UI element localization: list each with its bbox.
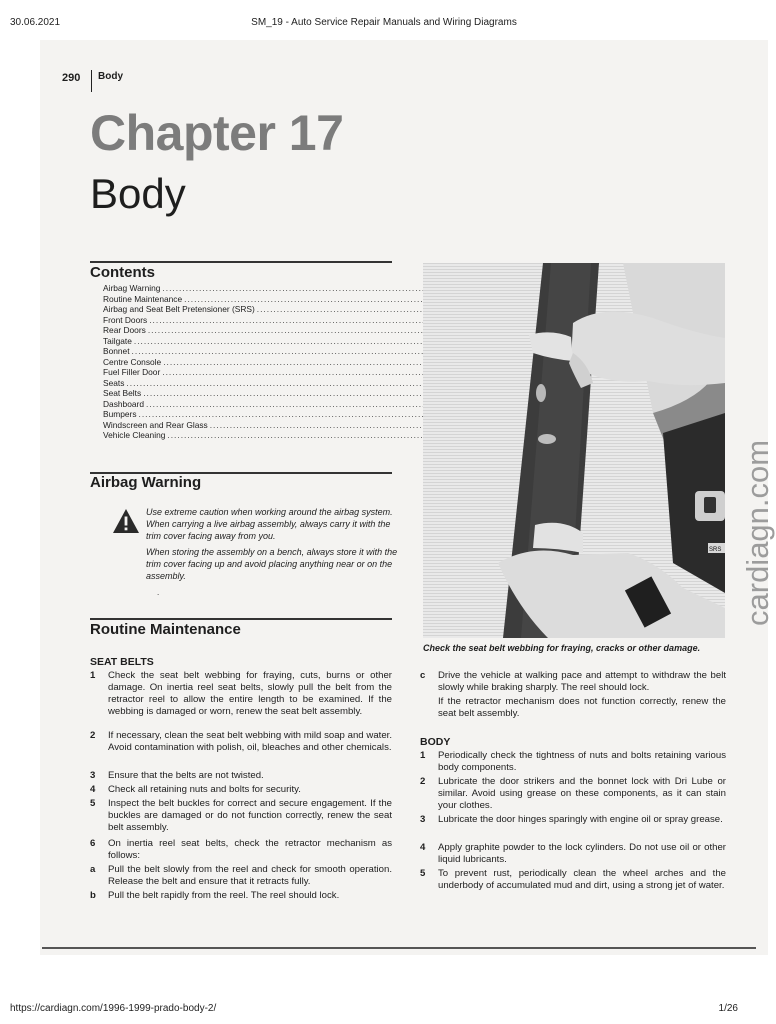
body-step-marker: 3	[420, 814, 426, 825]
seat-belt-step	[90, 890, 392, 902]
seat-belt-step	[90, 798, 392, 834]
contents-entry	[103, 388, 393, 399]
body-step-text: Lubricate the door hinges sparingly with engine oil or spray grease.	[438, 814, 723, 825]
print-title: SM_19 - Auto Service Repair Manuals and Wiring Diagrams	[251, 17, 517, 28]
airbag-warning-text	[146, 506, 398, 585]
body-step	[420, 750, 726, 774]
seat-belt-step-text: If necessary, clean the seat belt webbing with mild soap and water. Avoid contamination with polish, oil, bleaches and other chemicals.	[108, 730, 392, 753]
contents-entry-label: Bumpers	[103, 409, 137, 419]
airbag-warning-heading: Airbag Warning	[90, 474, 202, 491]
chapter-title: Body	[90, 170, 186, 217]
contents-entry-label: Bonnet	[103, 346, 130, 356]
routine-maintenance-rule	[90, 618, 392, 620]
seat-belt-step-text: Pull the belt slowly from the reel and check for smooth operation. Release the belt and ensure that it retracts fully.	[108, 864, 392, 887]
contents-entry-label: Airbag Warning	[103, 283, 161, 293]
seat-belt-step-text: Pull the belt rapidly from the reel. The reel should lock.	[108, 890, 340, 901]
body-step	[420, 868, 726, 892]
contents-entry-label: Fuel Filler Door	[103, 367, 161, 377]
contents-rule	[90, 261, 392, 263]
airbag-warning-para-1: Use extreme caution when working around the airbag system. When carrying a live airbag assembly, always carry it with the trim cover facing away from you.	[146, 507, 393, 542]
contents-entry	[103, 304, 393, 315]
seat-belt-step	[90, 838, 392, 862]
page-section-name: Body	[98, 71, 123, 82]
body-step-text: Lubricate the door strikers and the bonnet lock with Dri Lube or similar. Avoid using grease on these components, as it can stain your clothes.	[438, 776, 726, 811]
page-bottom-rule	[42, 947, 756, 949]
contents-entry-label: Seat Belts	[103, 388, 142, 398]
contents-heading: Contents	[90, 264, 155, 281]
print-date: 30.06.2021	[10, 17, 61, 28]
seat-belt-step-text: Check all retaining nuts and bolts for security.	[108, 784, 301, 795]
seat-belt-step	[90, 730, 392, 754]
page-number: 290	[62, 72, 81, 84]
watermark-text: cardiagn.com	[740, 439, 775, 626]
seat-belt-step-marker	[420, 696, 438, 720]
seat-belt-step-marker: c	[420, 670, 426, 681]
body-step-text: Apply graphite powder to the lock cylinders. Do not use oil or other liquid lubricants.	[438, 842, 726, 865]
seat-belt-step	[90, 784, 392, 796]
seat-belt-step-text: On inertia reel seat belts, check the retractor mechanism as follows:	[108, 838, 392, 861]
contents-entry	[103, 357, 393, 368]
body-heading: BODY	[420, 736, 451, 748]
contents-entry	[103, 378, 393, 389]
contents-entry-label: Dashboard	[103, 398, 144, 409]
contents-entry-label: Airbag and Seat Belt Pretensioner (SRS)	[103, 304, 255, 314]
contents-entry	[103, 294, 393, 305]
print-footer	[0, 1000, 768, 1024]
seat-belt-step-marker: 3	[90, 770, 96, 781]
contents-entry-label: Windscreen and Rear Glass	[103, 419, 208, 430]
contents-entry-label: Vehicle Cleaning	[103, 430, 166, 440]
seat-belt-step-marker: 6	[90, 838, 96, 849]
seat-belt-step	[420, 696, 726, 720]
body-step	[420, 842, 726, 866]
contents-list	[103, 283, 393, 441]
body-step-marker: 5	[420, 868, 426, 879]
contents-entry	[103, 315, 393, 326]
contents-entry	[103, 336, 393, 347]
warning-triangle-icon	[112, 508, 140, 534]
print-header	[0, 0, 768, 28]
contents-entry-label: Routine Maintenance	[103, 293, 183, 304]
seat-belt-illustration	[423, 263, 725, 638]
seat-belt-step-marker: 4	[90, 784, 96, 795]
routine-maintenance-heading: Routine Maintenance	[90, 621, 241, 638]
scanned-page	[40, 40, 775, 955]
chapter-number: Chapter 17	[90, 105, 344, 161]
seat-belt-photo	[423, 263, 725, 638]
seat-belt-step-text: Inspect the belt buckles for correct and secure engagement. If the buckles are damaged or do not function correctly, renew the seat belt assembly.	[108, 798, 392, 833]
contents-entry-label: Front Doors	[103, 314, 148, 325]
print-url: https://cardiagn.com/1996-1999-prado-body-2/	[10, 1003, 217, 1014]
contents-entry	[103, 325, 393, 336]
seat-belt-step-marker: b	[90, 890, 96, 901]
contents-entry	[103, 367, 393, 378]
photo-caption: Check the seat belt webbing for fraying, cracks or other damage.	[423, 643, 701, 653]
page-header-divider	[91, 70, 92, 92]
contents-entry	[103, 346, 393, 357]
contents-entry	[103, 430, 393, 441]
seat-belt-step	[90, 670, 392, 718]
seat-belt-step-marker: 2	[90, 730, 96, 741]
seat-belt-step	[90, 864, 392, 888]
body-step-marker: 1	[420, 750, 426, 761]
contents-entry-label: Centre Console	[103, 356, 162, 367]
seat-belt-step	[420, 670, 726, 694]
contents-entry-label: Seats	[103, 377, 125, 388]
seat-belt-step-text: If the retractor mechanism does not function correctly, renew the seat belt assembly.	[438, 696, 726, 719]
cardiagn-watermark	[740, 392, 776, 626]
seat-belt-step-marker: a	[90, 864, 96, 875]
seat-belts-heading: SEAT BELTS	[90, 656, 154, 668]
body-step	[420, 776, 726, 812]
contents-entry	[103, 409, 393, 420]
body-step-text: To prevent rust, periodically clean the wheel arches and the underbody of accumulated mud and dirt, using a strong jet of water.	[438, 868, 726, 891]
seat-belt-step-text: Check the seat belt webbing for fraying, cuts, burns or other damage. On inertia reel seat belts, slowly pull the belt from the retractor reel to allow the entire length to be examined. If the webbing is damaged or worn, renew the seat belt assembly.	[108, 670, 392, 717]
airbag-warning-para-2: When storing the assembly on a bench, always store it with the trim cover facing up and avoid placing anything near or on the assembly.	[146, 546, 398, 582]
seat-belt-step-text: Ensure that the belts are not twisted.	[108, 770, 264, 781]
contents-entry	[103, 399, 393, 410]
body-step-marker: 4	[420, 842, 426, 853]
contents-entry-label: Rear Doors	[103, 325, 146, 335]
srs-sticker: SRS	[709, 547, 722, 553]
body-step	[420, 814, 726, 826]
contents-entry	[103, 283, 393, 294]
seat-belt-step-marker: 5	[90, 798, 96, 809]
body-step-text: Periodically check the tightness of nuts and bolts retaining various body components.	[438, 750, 726, 773]
contents-entry	[103, 420, 393, 431]
body-step-marker: 2	[420, 776, 426, 787]
seat-belt-step	[90, 770, 392, 782]
print-page-count: 1/26	[718, 1003, 738, 1014]
seat-belt-step-marker: 1	[90, 670, 96, 681]
seat-belt-step-text: Drive the vehicle at walking pace and attempt to withdraw the belt slowly while braking sharply. The reel should lock.	[438, 670, 726, 693]
contents-entry-label: Tailgate	[103, 335, 132, 346]
stray-mark: .	[157, 588, 160, 597]
